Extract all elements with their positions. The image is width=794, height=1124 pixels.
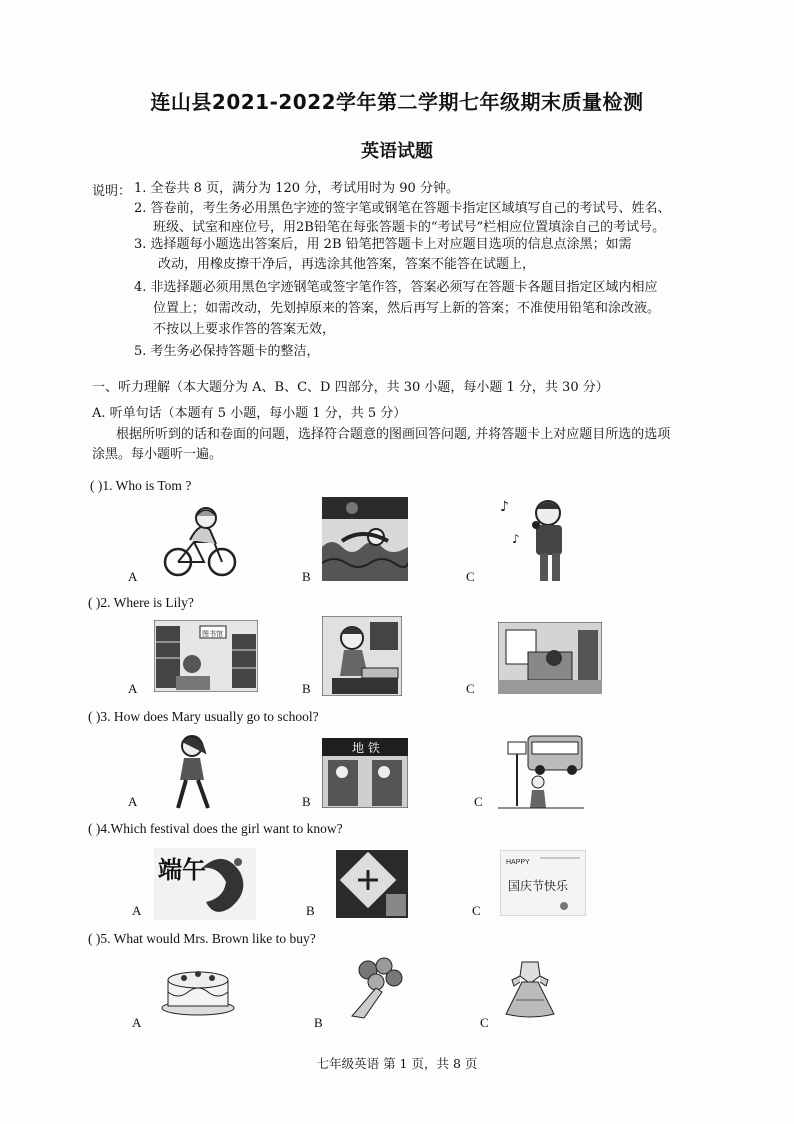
question-text: 3. How does Mary usually go to school? [100,709,319,724]
section-heading: 一、听力理解（本大题分为 A、B、C、D 四部分，共 30 小题，每小题 1 分，共 30 分） [92,380,609,395]
q5-option-c[interactable]: C [480,1015,489,1030]
bus-stop-picture [498,734,584,810]
note-line-4: 3. 选择题每小题选出答案后，用 2B 铅笔把答题卡上对应题目选项的信息点涂黑；如需 [134,237,632,252]
q2-option-a[interactable]: A [128,681,138,696]
note-line-9: 5. 考生务必保持答题卡的整洁， [134,344,320,359]
question-5 [88,931,316,947]
cake-picture [160,960,236,1016]
svg-text:♪: ♪ [512,532,520,546]
question-text: 2. Where is Lily? [100,595,194,610]
instruction-line-2: 涂黑。每小题听一遍。 [92,447,223,462]
q1-option-b[interactable]: B [302,569,311,584]
note-line-6: 4. 非选择题必须用黑色字迹钢笔或签字笔作答，答案必须写在答题卡各题目指定区域内相应 [134,280,658,295]
library-picture [154,620,258,692]
question-2 [88,595,194,611]
q4-option-c[interactable]: C [472,903,481,918]
answer-blank[interactable]: ( ) [88,821,101,836]
part-a-heading: A. 听单句话（本题有 5 小题，每小题 1 分，共 5 分） [92,406,407,421]
q2-option-b[interactable]: B [302,681,311,696]
bathroom-picture [322,616,402,696]
library-sign: 图书馆 [202,630,223,638]
dragon-boat-festival-picture [154,848,256,920]
question-text: 4.Which festival does the girl want to know? [100,821,343,836]
national-day-picture [500,850,586,916]
flowers-picture [338,956,412,1020]
living-room-picture [498,622,602,694]
svg-text:♪: ♪ [500,499,509,515]
q5-option-b[interactable]: B [314,1015,323,1030]
q1-option-a[interactable]: A [128,569,138,584]
answer-blank[interactable]: ( ) [88,709,101,724]
question-4 [88,821,343,837]
note-line-8: 不按以上要求作答的答案无效， [153,322,336,337]
swimmer-picture [322,497,408,581]
q5-option-a[interactable]: A [132,1015,142,1030]
subway-sign: 地 铁 [352,741,380,755]
duanwu-text: 端午 [158,856,206,884]
note-line-1: 1. 全卷共 8 页，满分为 120 分，考试用时为 90 分钟。 [134,181,459,196]
q1-option-c[interactable]: C [466,569,475,584]
answer-blank[interactable]: ( ) [88,595,101,610]
subway-picture [322,738,408,808]
dress-picture [502,960,558,1018]
q4-option-a[interactable]: A [132,903,142,918]
happy-text: HAPPY [506,859,530,866]
note-line-7: 位置上；如需改动，先划掉原来的答案，然后再写上新的答案；不准使用铅笔和涂改液。 [153,301,661,316]
notes-label: 说明： [92,184,132,199]
spring-festival-picture [336,850,408,918]
note-line-2: 2. 答卷前，考生务必用黑色字迹的签字笔或钢笔在答题卡指定区域填写自己的考试号、姓名、 [134,201,671,216]
note-line-5: 改动，用橡皮擦干净后，再选涂其他答案，答案不能答在试题上， [158,257,536,272]
question-text: 5. What would Mrs. Brown like to buy? [100,931,316,946]
question-text: 1. Who is Tom ? [102,478,192,493]
instruction-line-1: 根据所听到的话和卷面的问题，选择符合题意的图画回答问题, 并将答题卡上对应题目所选的选项 [116,427,671,442]
q3-option-a[interactable]: A [128,794,138,809]
question-3 [88,709,319,725]
question-1 [90,478,191,494]
q2-option-c[interactable]: C [466,681,475,696]
answer-blank[interactable]: ( ) [90,478,103,493]
walking-girl-picture [168,734,218,812]
page-footer: 七年级英语 第 1 页，共 8 页 [316,1056,478,1071]
guoqing-text: 国庆节快乐 [508,879,569,893]
answer-blank[interactable]: ( ) [88,931,101,946]
note-line-3: 班级、试室和座位号，用2B铅笔在每张答题卡的“考试号”栏相应位置填涂自己的考试号。 [153,220,666,235]
q3-option-c[interactable]: C [474,794,483,809]
cyclist-picture [160,502,238,578]
singer-picture [498,495,584,583]
exam-title: 连山县2021-2022学年第二学期七年级期末质量检测 [150,90,644,114]
q4-option-b[interactable]: B [306,903,315,918]
q3-option-b[interactable]: B [302,794,311,809]
exam-subtitle: 英语试题 [361,141,433,162]
